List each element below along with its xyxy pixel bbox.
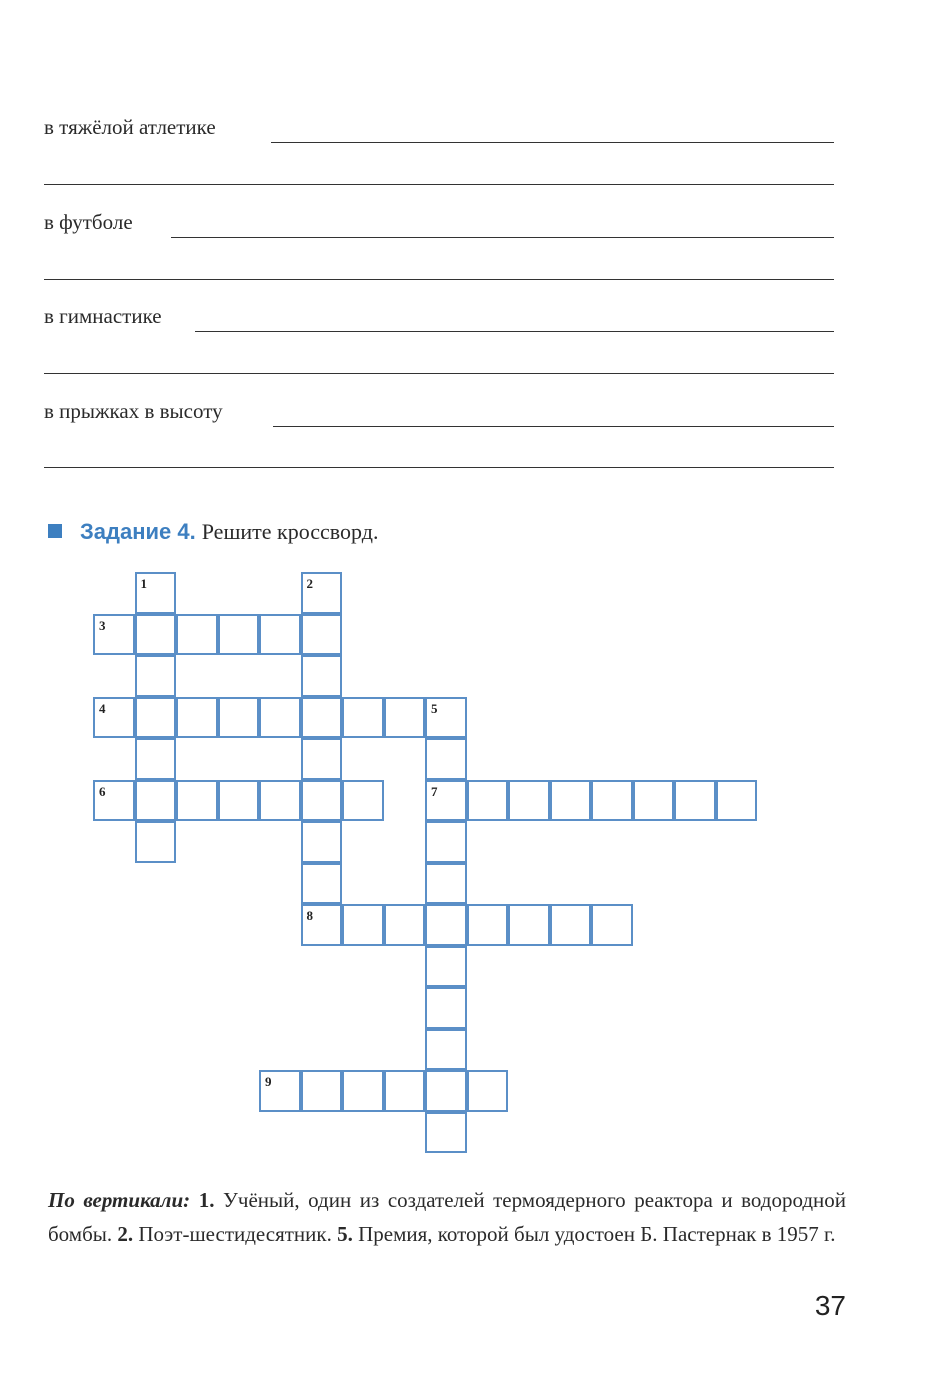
- clue-number-label: 9: [265, 1074, 272, 1089]
- clue-text: Учёный, один из создателей термоядерного реактора и водородной бомбы.: [48, 1188, 847, 1246]
- crossword-cell[interactable]: [135, 697, 177, 739]
- crossword-cell[interactable]: [176, 697, 218, 739]
- crossword-cell[interactable]: [218, 614, 260, 656]
- fill-row-football: [44, 210, 834, 240]
- task-name: Задание 4.: [80, 519, 196, 544]
- answer-line[interactable]: [44, 467, 834, 468]
- crossword-cell[interactable]: [467, 1070, 509, 1112]
- crossword-cell[interactable]: [176, 614, 218, 656]
- crossword-cell[interactable]: [425, 904, 467, 946]
- crossword-cell[interactable]: [425, 1070, 467, 1112]
- crossword-cell[interactable]: [135, 738, 177, 780]
- clue-number-label: 4: [99, 700, 106, 716]
- answer-line[interactable]: [44, 373, 834, 374]
- task-heading: [48, 518, 378, 546]
- crossword-cell[interactable]: [591, 904, 633, 946]
- crossword-cell[interactable]: [467, 780, 509, 822]
- crossword-cell[interactable]: [550, 780, 592, 822]
- clue-number: 5.: [337, 1222, 353, 1246]
- crossword-cell[interactable]: [633, 780, 675, 822]
- clue-number-label: 1: [140, 576, 147, 591]
- crossword-cell[interactable]: [342, 904, 384, 946]
- fill-label: в прыжках в высоту: [44, 399, 223, 423]
- crossword-cell[interactable]: [508, 904, 550, 946]
- crossword-cell[interactable]: [135, 780, 177, 822]
- answer-line[interactable]: [195, 331, 834, 332]
- clue-text: Поэт-шестидесятник.: [138, 1222, 332, 1246]
- crossword-cell[interactable]: [301, 821, 343, 863]
- crossword-cell[interactable]: [93, 780, 135, 822]
- crossword-cell[interactable]: [425, 1112, 467, 1154]
- crossword-cell[interactable]: [674, 780, 716, 822]
- answer-line[interactable]: [171, 237, 834, 238]
- crossword-cell[interactable]: [425, 946, 467, 988]
- clues-heading: По вертикали:: [48, 1188, 191, 1212]
- clue-number-label: 5: [431, 700, 438, 716]
- crossword-cell[interactable]: [591, 780, 633, 822]
- crossword-cell[interactable]: [716, 780, 758, 822]
- clues-paragraph: [48, 1183, 846, 1251]
- crossword-cell[interactable]: [135, 572, 177, 614]
- crossword-cell[interactable]: [508, 780, 550, 822]
- crossword-cell[interactable]: [301, 614, 343, 656]
- crossword-cell[interactable]: [342, 697, 384, 739]
- crossword-cell[interactable]: [93, 614, 135, 656]
- crossword-cell[interactable]: [259, 780, 301, 822]
- crossword-cell[interactable]: [425, 863, 467, 905]
- answer-line[interactable]: [44, 184, 834, 185]
- crossword-cell[interactable]: [135, 614, 177, 656]
- crossword-cell[interactable]: [135, 821, 177, 863]
- clue-number-label: 6: [99, 783, 106, 799]
- task-instruction: Решите кроссворд.: [201, 519, 379, 544]
- page-number: 37: [814, 1290, 846, 1321]
- crossword-cell[interactable]: [425, 697, 467, 739]
- crossword-cell[interactable]: [425, 821, 467, 863]
- crossword-cell[interactable]: [425, 1029, 467, 1071]
- crossword-cell[interactable]: [301, 572, 343, 614]
- crossword-cell[interactable]: [342, 1070, 384, 1112]
- clue-number-label: 3: [99, 617, 106, 633]
- crossword-cell[interactable]: [425, 987, 467, 1029]
- crossword-cell[interactable]: [135, 655, 177, 697]
- fill-label: в тяжёлой атлетике: [44, 115, 216, 139]
- fill-row-high-jump: [44, 399, 834, 429]
- crossword-cell[interactable]: [550, 904, 592, 946]
- clue-number-label: 7: [431, 783, 438, 799]
- answer-line[interactable]: [44, 279, 834, 280]
- fill-row-weightlifting: [44, 115, 834, 145]
- crossword-cell[interactable]: [301, 904, 343, 946]
- clue-text: Премия, которой был удостоен Б. Пастернак в 1957 г.: [358, 1222, 836, 1246]
- answer-line[interactable]: [273, 426, 834, 427]
- square-bullet-icon: [48, 524, 62, 538]
- answer-line[interactable]: [271, 142, 834, 143]
- clue-number-label: 2: [306, 576, 313, 591]
- crossword-cell[interactable]: [425, 738, 467, 780]
- crossword-cell[interactable]: [259, 614, 301, 656]
- crossword-cell[interactable]: [301, 1070, 343, 1112]
- crossword-cell[interactable]: [259, 1070, 301, 1112]
- crossword-cell[interactable]: [342, 780, 384, 822]
- crossword-cell[interactable]: [384, 697, 426, 739]
- crossword-cell[interactable]: [176, 780, 218, 822]
- clue-number: 2.: [117, 1222, 134, 1246]
- clue-number: 1.: [198, 1188, 215, 1212]
- crossword-cell[interactable]: [301, 738, 343, 780]
- crossword-cell[interactable]: [301, 655, 343, 697]
- fill-label: в футболе: [44, 210, 133, 234]
- clue-number-label: 8: [306, 908, 313, 923]
- crossword-cell[interactable]: [384, 1070, 426, 1112]
- crossword-cell[interactable]: [301, 697, 343, 739]
- crossword-cell[interactable]: [93, 697, 135, 739]
- crossword-cell[interactable]: [301, 780, 343, 822]
- crossword-cell[interactable]: [425, 780, 467, 822]
- crossword-cell[interactable]: [218, 697, 260, 739]
- crossword-cell[interactable]: [301, 863, 343, 905]
- crossword-cell[interactable]: [467, 904, 509, 946]
- crossword-cell[interactable]: [218, 780, 260, 822]
- fill-label: в гимнастике: [44, 304, 162, 328]
- fill-row-gymnastics: [44, 304, 834, 334]
- clues-block: [48, 1183, 846, 1251]
- crossword-cell[interactable]: [259, 697, 301, 739]
- crossword-cell[interactable]: [384, 904, 426, 946]
